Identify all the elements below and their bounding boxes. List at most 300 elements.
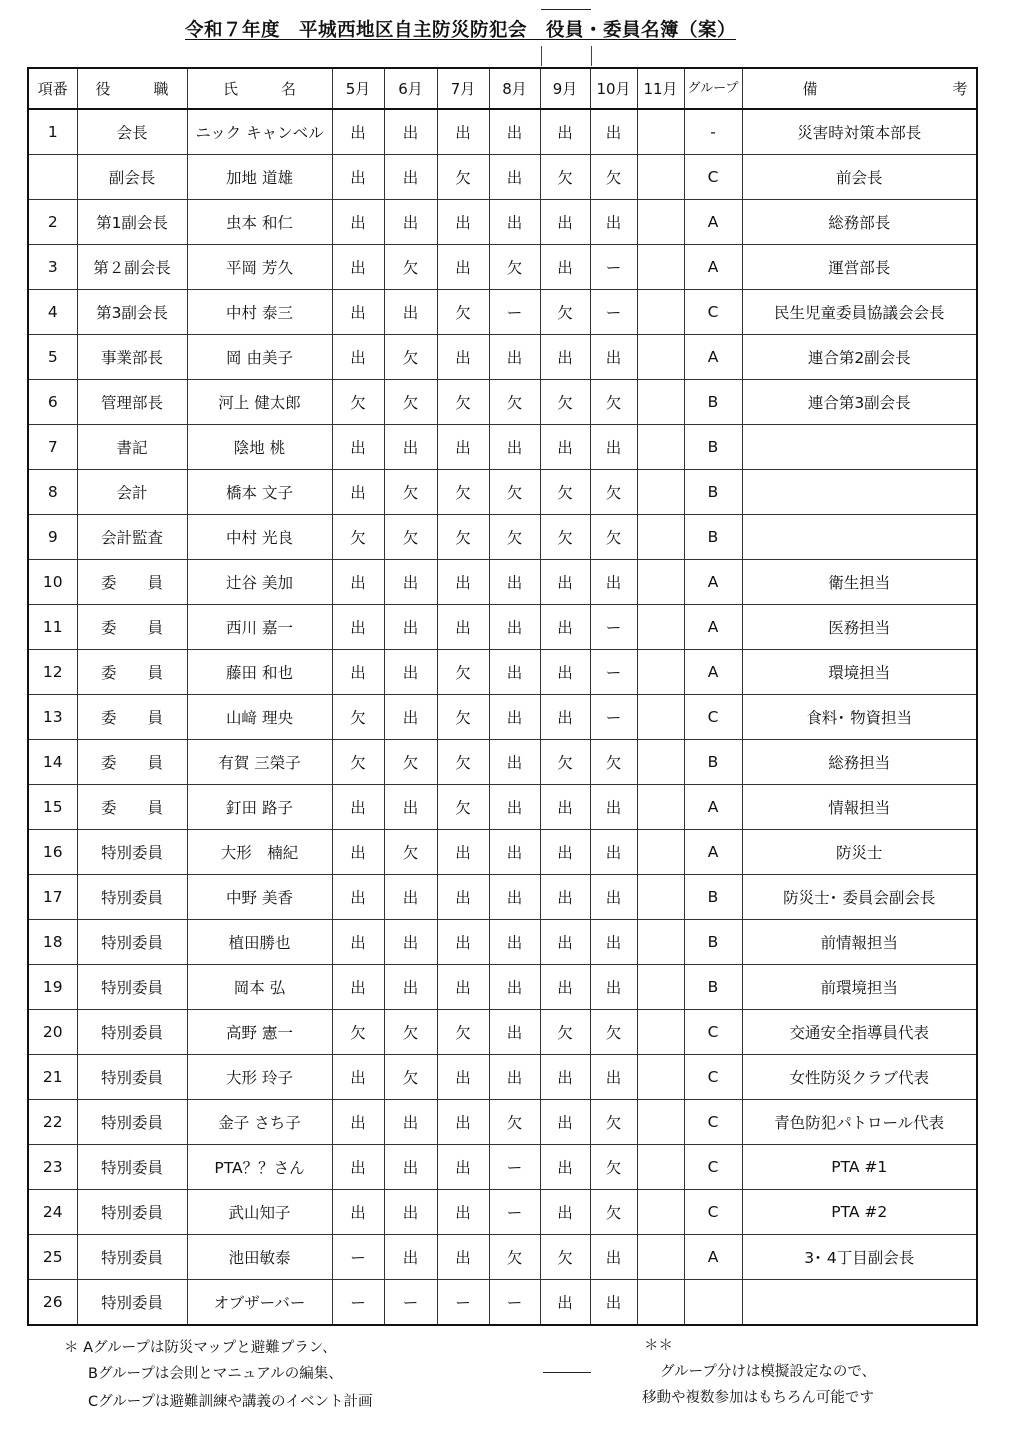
cell-attendance-6: 出 [384,605,437,650]
cell-attendance-7: 出 [437,1190,489,1235]
cell-name: 西川 嘉一 [187,605,332,650]
cell-attendance-7: 出 [437,335,489,380]
cell-attendance-8: 出 [489,425,540,470]
cell-attendance-10: 出 [590,875,637,920]
cell-attendance-10: 出 [590,425,637,470]
cell-attendance-11 [637,155,684,200]
footnote-right-2: グループ分けは模擬設定なので、 [660,1364,877,1380]
table-row [28,200,977,245]
cell-group: A [684,200,742,245]
cell-attendance-6: 出 [384,1190,437,1235]
cell-attendance-9: 欠 [540,1235,590,1280]
cell-note: 交通安全指導員代表 [742,1010,977,1055]
cell-name: 高野 憲一 [187,1010,332,1055]
cell-name: 加地 道雄 [187,155,332,200]
footnote-left-2: Bグループは会則とマニュアルの編集、 [88,1366,343,1382]
cell-group: A [684,335,742,380]
cell-attendance-5: 出 [332,1055,384,1100]
cell-attendance-7: 欠 [437,1010,489,1055]
cell-attendance-10: ー [590,695,637,740]
cell-attendance-9: 欠 [540,740,590,785]
cell-attendance-6: 出 [384,965,437,1010]
cell-name: 釘田 路子 [187,785,332,830]
cell-attendance-9: 出 [540,965,590,1010]
table-row [28,335,977,380]
cell-name: 中村 泰三 [187,290,332,335]
cell-attendance-7: 出 [437,560,489,605]
cell-attendance-8: 欠 [489,1100,540,1145]
cell-attendance-9: 出 [540,109,590,155]
cell-note: PTA #1 [742,1145,977,1190]
cell-attendance-8: ー [489,1280,540,1326]
cell-attendance-10: 欠 [590,740,637,785]
table-row [28,695,977,740]
cell-attendance-10: ー [590,650,637,695]
cell-role: 委 員 [77,740,187,785]
header-note: 備 考 [742,68,977,109]
cell-attendance-6: 欠 [384,335,437,380]
cell-no: 16 [28,830,77,875]
cell-attendance-10: 出 [590,335,637,380]
cell-note: 民生児童委員協議会会長 [742,290,977,335]
cell-no: 11 [28,605,77,650]
cell-attendance-7: 出 [437,830,489,875]
cell-attendance-5: 出 [332,605,384,650]
cell-attendance-11 [637,830,684,875]
cell-attendance-6: 出 [384,650,437,695]
cell-attendance-7: 欠 [437,740,489,785]
cell-no: 10 [28,560,77,605]
cell-no: 3 [28,245,77,290]
cell-attendance-11 [637,1145,684,1190]
cell-name: 武山知子 [187,1190,332,1235]
cell-note: 連合第2副会長 [742,335,977,380]
cell-group: A [684,1235,742,1280]
table-row [28,290,977,335]
cell-no: 21 [28,1055,77,1100]
cell-attendance-5: ー [332,1235,384,1280]
cell-role: 事業部長 [77,335,187,380]
cell-attendance-8: 出 [489,1055,540,1100]
table-row [28,1145,977,1190]
cell-group: B [684,380,742,425]
cell-attendance-9: 出 [540,1100,590,1145]
cell-no: 9 [28,515,77,560]
cell-no [28,155,77,200]
cell-note: 環境担当 [742,650,977,695]
cell-attendance-7: 出 [437,109,489,155]
cell-attendance-6: 出 [384,109,437,155]
cell-note: 連合第3副会長 [742,380,977,425]
cell-attendance-5: 出 [332,830,384,875]
cell-attendance-7: 欠 [437,695,489,740]
cell-attendance-11 [637,1100,684,1145]
cell-attendance-11 [637,1235,684,1280]
cell-attendance-7: 欠 [437,470,489,515]
cell-attendance-6: 欠 [384,515,437,560]
cell-attendance-11 [637,650,684,695]
cell-role: 特別委員 [77,1235,187,1280]
cell-role: 委 員 [77,650,187,695]
cell-note: 食料･ 物資担当 [742,695,977,740]
cell-note [742,1280,977,1326]
cell-attendance-8: 欠 [489,380,540,425]
cell-no: 24 [28,1190,77,1235]
cell-no: 5 [28,335,77,380]
cell-group: C [684,1055,742,1100]
cell-group: A [684,830,742,875]
cell-attendance-8: 出 [489,875,540,920]
cell-attendance-11 [637,785,684,830]
cell-attendance-8: ー [489,290,540,335]
cell-attendance-9: 出 [540,1055,590,1100]
cell-note: 前情報担当 [742,920,977,965]
table-row [28,245,977,290]
cell-group: A [684,560,742,605]
cell-attendance-9: 出 [540,245,590,290]
cell-role: 特別委員 [77,965,187,1010]
cell-attendance-7: 欠 [437,785,489,830]
cell-name: ニック キャンベル [187,109,332,155]
cell-attendance-10: 欠 [590,380,637,425]
cell-no: 14 [28,740,77,785]
cell-name: 金子 さち子 [187,1100,332,1145]
cell-attendance-6: 出 [384,1100,437,1145]
table-row [28,109,977,155]
cell-attendance-7: 欠 [437,290,489,335]
cell-role: 特別委員 [77,1145,187,1190]
cell-role: 特別委員 [77,1055,187,1100]
header-month-5: 5月 [332,68,384,109]
cell-role: 特別委員 [77,1010,187,1055]
cell-attendance-9: 出 [540,425,590,470]
cell-no: 26 [28,1280,77,1326]
cell-attendance-7: 欠 [437,650,489,695]
cell-attendance-7: 出 [437,965,489,1010]
cell-attendance-10: ー [590,605,637,650]
table-row [28,1235,977,1280]
cell-note: 防災士 [742,830,977,875]
cell-role: 委 員 [77,605,187,650]
cell-attendance-6: 欠 [384,1055,437,1100]
cell-group: C [684,290,742,335]
cell-note [742,515,977,560]
cell-attendance-11 [637,425,684,470]
cell-attendance-7: 出 [437,200,489,245]
cell-attendance-8: 欠 [489,245,540,290]
cell-attendance-11 [637,965,684,1010]
cell-attendance-6: 出 [384,785,437,830]
cell-attendance-6: 欠 [384,245,437,290]
cell-role: 特別委員 [77,920,187,965]
cell-attendance-10: 出 [590,965,637,1010]
table-row [28,740,977,785]
cell-role: 管理部長 [77,380,187,425]
cell-attendance-6: 欠 [384,830,437,875]
cell-name: 山﨑 理央 [187,695,332,740]
cell-attendance-5: 欠 [332,695,384,740]
cell-note: 女性防災クラブ代表 [742,1055,977,1100]
cell-attendance-7: 出 [437,875,489,920]
cell-attendance-7: 出 [437,1235,489,1280]
cell-attendance-10: 出 [590,830,637,875]
table-row [28,965,977,1010]
cell-attendance-9: 出 [540,200,590,245]
cell-attendance-9: 出 [540,785,590,830]
cell-attendance-6: 出 [384,155,437,200]
cell-attendance-5: ー [332,1280,384,1326]
cell-attendance-11 [637,515,684,560]
cell-attendance-9: 出 [540,1145,590,1190]
cell-group: A [684,650,742,695]
cell-attendance-6: 出 [384,1235,437,1280]
cell-no: 8 [28,470,77,515]
cell-attendance-8: 出 [489,695,540,740]
cell-attendance-8: 出 [489,1010,540,1055]
cell-role: 副会長 [77,155,187,200]
cell-attendance-9: 欠 [540,1010,590,1055]
cell-role: 委 員 [77,785,187,830]
cell-attendance-5: 出 [332,155,384,200]
cell-group: C [684,1190,742,1235]
cell-role: 第1副会長 [77,200,187,245]
cell-attendance-10: 欠 [590,1145,637,1190]
header-month-7: 7月 [437,68,489,109]
cell-attendance-11 [637,335,684,380]
cell-note: 総務部長 [742,200,977,245]
cell-group: B [684,425,742,470]
cell-attendance-11 [637,875,684,920]
cell-attendance-9: 欠 [540,515,590,560]
cell-attendance-10: 欠 [590,515,637,560]
cell-attendance-7: 出 [437,425,489,470]
cell-name: 虫本 和仁 [187,200,332,245]
cell-attendance-7: 出 [437,920,489,965]
cell-attendance-10: 出 [590,560,637,605]
cell-attendance-10: 欠 [590,1100,637,1145]
cell-attendance-5: 欠 [332,740,384,785]
cell-group: C [684,695,742,740]
table-row [28,1010,977,1055]
cell-attendance-11 [637,1280,684,1326]
cell-attendance-9: 出 [540,560,590,605]
header-month-10: 10月 [590,68,637,109]
cell-role: 会長 [77,109,187,155]
table-row [28,1280,977,1326]
cell-attendance-8: 出 [489,335,540,380]
cell-attendance-8: 欠 [489,1235,540,1280]
top-decorative-line [541,9,591,10]
table-row [28,1100,977,1145]
roster-table [27,67,1028,1326]
table-row [28,605,977,650]
cell-group: A [684,605,742,650]
table-row [28,1190,977,1235]
cell-attendance-8: 欠 [489,515,540,560]
cell-attendance-10: 出 [590,1235,637,1280]
cell-attendance-9: 出 [540,695,590,740]
cell-attendance-6: 出 [384,200,437,245]
cell-attendance-11 [637,605,684,650]
header-month-6: 6月 [384,68,437,109]
cell-attendance-10: 欠 [590,470,637,515]
table-row [28,515,977,560]
cell-role: 特別委員 [77,830,187,875]
cell-name: 陰地 桃 [187,425,332,470]
cell-name: PTA？？さん [187,1145,332,1190]
cell-attendance-6: 出 [384,920,437,965]
cell-note: 医務担当 [742,605,977,650]
cell-group: B [684,740,742,785]
cell-attendance-10: 欠 [590,1190,637,1235]
cell-attendance-8: 出 [489,605,540,650]
roster-body [28,109,977,1325]
footnote-right-3: 移動や複数参加はもちろん可能です [642,1390,874,1406]
cell-attendance-9: 出 [540,605,590,650]
footnote-left-1: ＊ Aグループは防災マップと避難プラン、 [64,1340,337,1356]
cell-attendance-8: 出 [489,200,540,245]
cell-attendance-7: 出 [437,1055,489,1100]
cell-attendance-9: 欠 [540,380,590,425]
header-name: 氏 名 [187,68,332,109]
cell-name: 橋本 文子 [187,470,332,515]
cell-no: 12 [28,650,77,695]
cell-no: 17 [28,875,77,920]
cell-name: 辻谷 美加 [187,560,332,605]
cell-role: 第3副会長 [77,290,187,335]
cell-attendance-5: 出 [332,1145,384,1190]
footnote-left-3: Cグループは避難訓練や講義のイベント計画 [88,1394,373,1410]
cell-attendance-5: 出 [332,785,384,830]
page-title: 令和７年度 平城西地区自主防災防犯会 役員・委員名簿（案） [185,20,737,41]
cell-attendance-11 [637,1010,684,1055]
cell-no: 6 [28,380,77,425]
header-month-11: 11月 [637,68,684,109]
cell-name: 池田敏泰 [187,1235,332,1280]
cell-attendance-11 [637,470,684,515]
cell-name: 有賀 三榮子 [187,740,332,785]
header-no: 項番 [28,68,77,109]
cell-attendance-6: 出 [384,560,437,605]
cell-attendance-11 [637,109,684,155]
cell-note [742,470,977,515]
table-row [28,875,977,920]
table-header-row [28,68,977,109]
header-month-8: 8月 [489,68,540,109]
cell-role: 特別委員 [77,1280,187,1326]
cell-attendance-7: 出 [437,245,489,290]
cell-attendance-10: 出 [590,200,637,245]
cell-note: 前環境担当 [742,965,977,1010]
cell-attendance-11 [637,920,684,965]
cell-name: 岡本 弘 [187,965,332,1010]
table-row [28,560,977,605]
cell-attendance-5: 出 [332,290,384,335]
cell-attendance-8: ー [489,1145,540,1190]
cell-attendance-5: 欠 [332,1010,384,1055]
cell-attendance-5: 出 [332,965,384,1010]
cell-role: 委 員 [77,560,187,605]
cell-attendance-6: 出 [384,1145,437,1190]
table-row [28,920,977,965]
cell-attendance-7: ー [437,1280,489,1326]
cell-attendance-10: 出 [590,1055,637,1100]
cell-attendance-9: 出 [540,1280,590,1326]
column-tick-left [541,46,542,66]
cell-attendance-8: 出 [489,785,540,830]
cell-attendance-11 [637,1055,684,1100]
table-row [28,425,977,470]
cell-attendance-6: 出 [384,290,437,335]
cell-note: PTA #2 [742,1190,977,1235]
cell-no: 23 [28,1145,77,1190]
cell-attendance-9: 出 [540,920,590,965]
cell-attendance-5: 出 [332,200,384,245]
cell-name: 中村 光良 [187,515,332,560]
cell-note: 総務担当 [742,740,977,785]
cell-attendance-11 [637,695,684,740]
cell-no: 25 [28,1235,77,1280]
cell-attendance-9: 欠 [540,155,590,200]
cell-attendance-9: 出 [540,650,590,695]
cell-attendance-7: 欠 [437,380,489,425]
cell-attendance-9: 出 [540,830,590,875]
cell-attendance-8: 出 [489,740,540,785]
cell-attendance-10: ー [590,245,637,290]
cell-note: 3･ 4丁目副会長 [742,1235,977,1280]
cell-note: 防災士･ 委員会副会長 [742,875,977,920]
cell-attendance-5: 出 [332,470,384,515]
cell-attendance-8: 出 [489,155,540,200]
column-tick-right [591,46,592,66]
cell-role: 書記 [77,425,187,470]
table-row [28,830,977,875]
cell-attendance-6: 欠 [384,470,437,515]
cell-attendance-8: 出 [489,109,540,155]
cell-no: 15 [28,785,77,830]
cell-attendance-6: 欠 [384,1010,437,1055]
cell-attendance-8: 出 [489,560,540,605]
cell-attendance-5: 出 [332,425,384,470]
cell-attendance-5: 出 [332,245,384,290]
cell-attendance-11 [637,245,684,290]
header-group: グループ [684,68,742,109]
cell-attendance-7: 欠 [437,155,489,200]
cell-attendance-9: 出 [540,1190,590,1235]
cell-note: 運営部長 [742,245,977,290]
footnote-right-1: ＊＊ [644,1338,673,1354]
cell-attendance-5: 出 [332,109,384,155]
cell-attendance-10: ー [590,290,637,335]
cell-attendance-8: 欠 [489,470,540,515]
table-row [28,1055,977,1100]
cell-attendance-11 [637,200,684,245]
cell-role: 会計監査 [77,515,187,560]
cell-attendance-7: 出 [437,605,489,650]
cell-group: C [684,1100,742,1145]
cell-no: 1 [28,109,77,155]
cell-group: C [684,1145,742,1190]
cell-note: 青色防犯パトロール代表 [742,1100,977,1145]
cell-attendance-10: 出 [590,785,637,830]
cell-attendance-6: ー [384,1280,437,1326]
cell-group: B [684,875,742,920]
footnote-divider [543,1372,591,1373]
cell-role: 特別委員 [77,1100,187,1145]
cell-attendance-5: 出 [332,920,384,965]
cell-attendance-10: 欠 [590,1010,637,1055]
cell-note: 衛生担当 [742,560,977,605]
